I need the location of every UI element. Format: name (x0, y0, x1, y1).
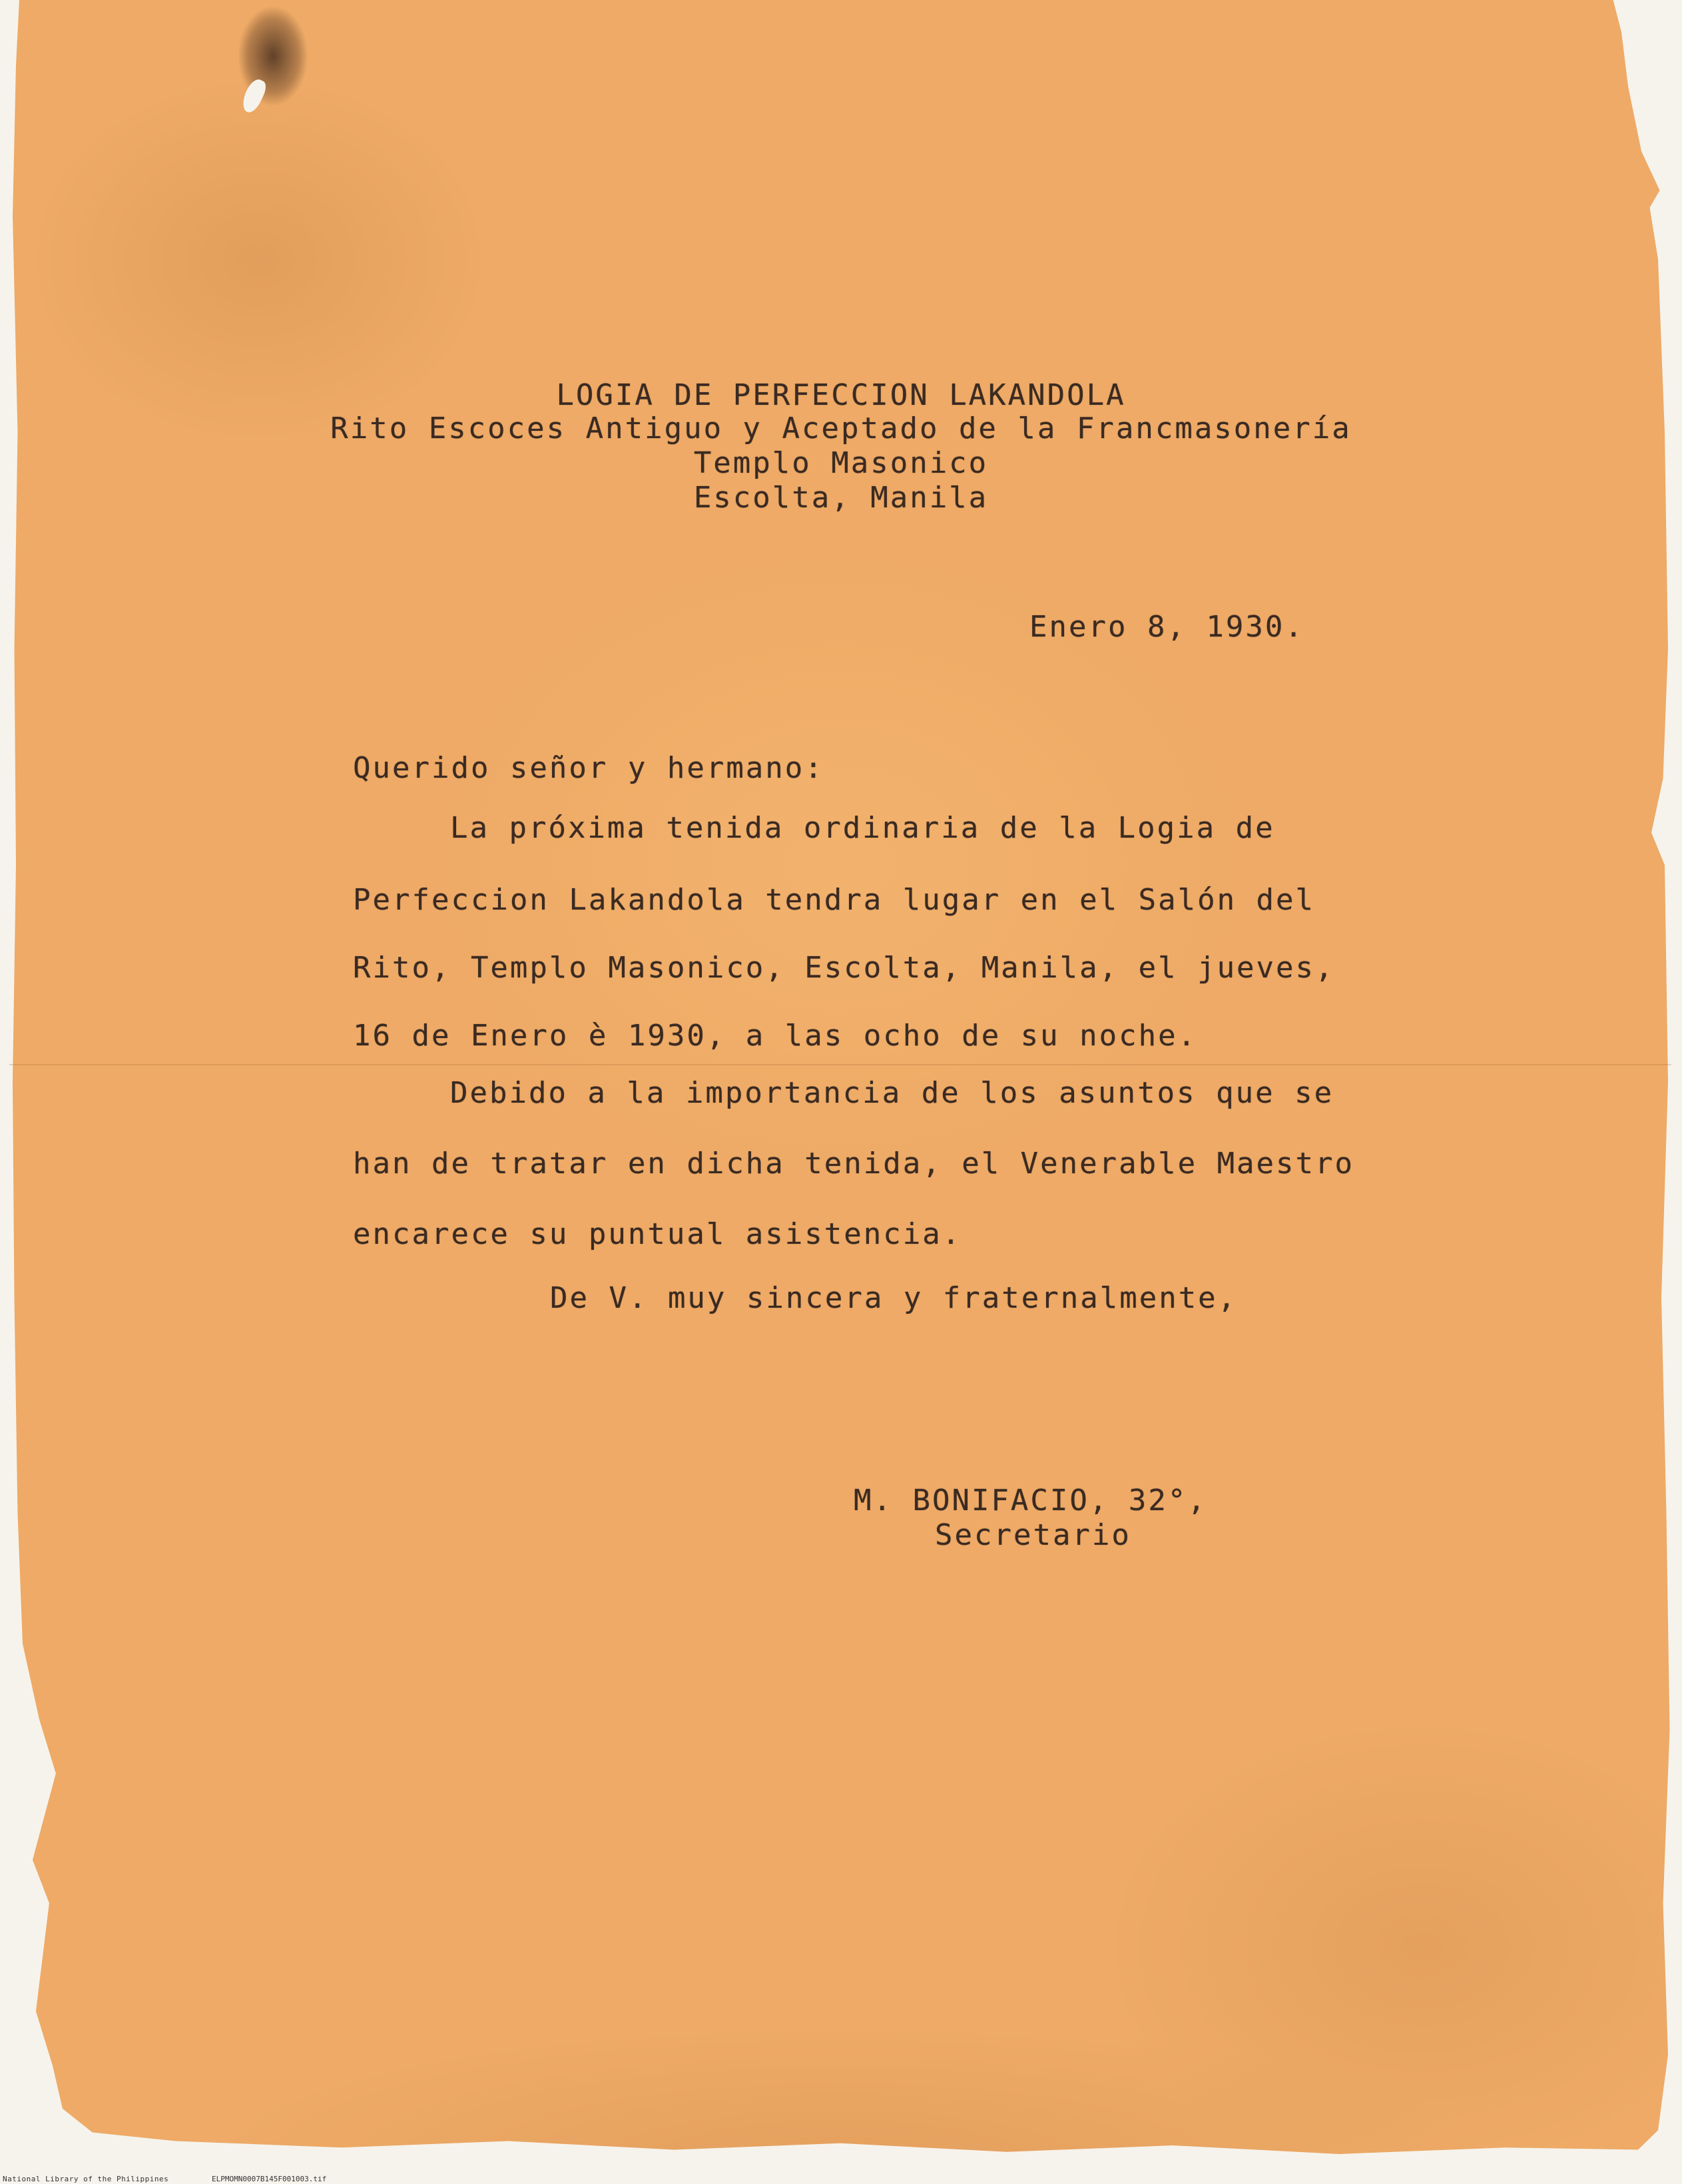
signer-name: M. BONIFACIO, 32°, (854, 1484, 1207, 1517)
signer-title: Secretario (935, 1518, 1131, 1552)
letterhead-city: Escolta, Manila (693, 481, 989, 515)
body-line: 16 de Enero è 1930, a las ocho de su noche. (353, 1019, 1198, 1053)
body-line: Debido a la importancia de los asuntos que se (450, 1076, 1334, 1110)
closing-line: De V. muy sincera y fraternalmente, (550, 1281, 1238, 1315)
letter-date: Enero 8, 1930. (1029, 610, 1304, 644)
body-line: Rito, Templo Masonico, Escolta, Manila, el jueves, (353, 951, 1335, 985)
body-line: han de tratar en dicha tenida, el Venerable Maestro (353, 1147, 1355, 1181)
ink-stain (220, 0, 326, 140)
letterhead-rite: Rito Escoces Antiguo y Aceptado de la Francmasonería (330, 411, 1352, 445)
fold-crease (9, 1064, 1671, 1065)
letterhead-temple: Templo Masonico (693, 446, 989, 480)
letterhead-org-name: LOGIA DE PERFECCION LAKANDOLA (556, 378, 1126, 412)
body-line: La próxima tenida ordinaria de la Logia de (450, 811, 1275, 845)
salutation: Querido señor y hermano: (353, 751, 824, 785)
body-line: encarece su puntual asistencia. (353, 1217, 962, 1251)
footer-source: National Library of the Philippines (3, 2175, 169, 2183)
footer-file-id: ELPMOMN0007B145F001003.tif (212, 2175, 327, 2183)
body-line: Perfeccion Lakandola tendra lugar en el Salón del (353, 883, 1316, 917)
